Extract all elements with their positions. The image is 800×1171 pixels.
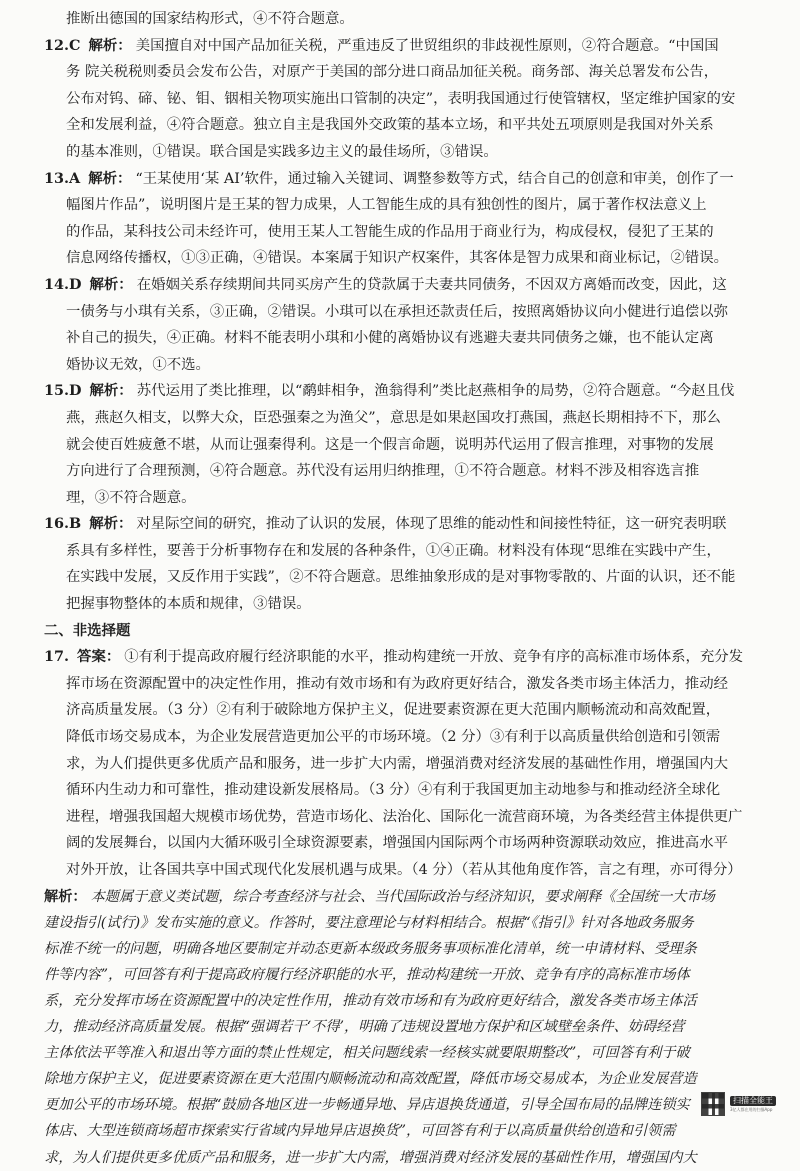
line-text: “王某使用‘某 AI’软件，通过输入关键词、调整参数等方式，结合自己的创意和审美，创作了一 — [135, 170, 734, 187]
text-line — [44, 405, 760, 432]
line-text: 本题属于意义类试题，综合考查经济与社会、当代国际政治与经济知识，要求阐释《全国统一大市场 — [90, 888, 715, 905]
line-text: 就会使百姓疲惫不堪，从而让强秦得利。这是一个假言命题，说明苏代运用了假言推理，对事物的发展 — [66, 436, 714, 453]
scanner-watermark — [701, 1092, 776, 1116]
answer-text-body — [44, 6, 760, 1171]
line-text: 对星际空间的研究，推动了认识的发展，体现了思维的能动性和间接性特征，这一研究表明联 — [136, 516, 727, 533]
line-text: 主体依法平等准入和退出等方面的禁止性规定，相关问题线索一经核实就要限期整改”，可回答有利于破 — [44, 1045, 690, 1062]
answer-label: 解析： — [88, 36, 132, 54]
line-text: 一债务与小琪有关系，③正确，②错误。小琪可以在承担还款责任后，按照离婚协议向小健进行追偿以弥 — [66, 303, 728, 320]
line-text: 标准不统一的问题，明确各地区要制定并动态更新本级政务服务事项标准化清单，统一申请材料、受理条 — [44, 940, 697, 957]
line-text: 除地方保护主义，促进要素资源在更大范围内顺畅流动和高效配置，降低市场交易成本，为企业发展营造 — [44, 1071, 697, 1088]
line-text: 降低市场交易成本，为企业发展营造更加公平的市场环境。（2 分）③有利于以高质量供给创造和引领需 — [66, 729, 721, 746]
answer-page — [44, 6, 760, 1171]
line-text: 的基本准则，①错误。联合国是实践多边主义的最佳场所，③错误。 — [66, 143, 498, 160]
text-line — [44, 485, 760, 512]
text-line — [44, 299, 760, 326]
explanation-line — [44, 1092, 760, 1118]
text-line — [44, 804, 760, 831]
explanation-line — [44, 1066, 760, 1092]
line-text: 求，为人们提供更多优质产品和服务，进一步扩大内需，增强消费对经济发展的基础性作用，增强国内大 — [66, 755, 728, 772]
explanation-line — [44, 962, 760, 988]
text-line — [44, 724, 760, 751]
explanation-label: 解析： — [44, 888, 87, 905]
text-line — [44, 458, 760, 485]
text-line — [44, 697, 760, 724]
line-text: 务 院关税税则委员会发布公告，对原产于美国的部分进口商品加征关税。商务部、海关总署发布公告， — [66, 64, 719, 81]
text-line — [44, 139, 760, 166]
line-text: 对外开放，让各国共享中国式现代化发展机遇与成果。（4 分）（若从其他角度作答，言之有理，亦可得分） — [66, 862, 742, 878]
answer-label: 解析： — [89, 275, 133, 293]
text-line — [44, 192, 760, 219]
explanation-line — [44, 1118, 760, 1144]
text-line — [44, 671, 760, 698]
answer-label: 答案： — [77, 648, 121, 666]
explanation-line — [44, 1040, 760, 1066]
line-text: 求，为人们提供更多优质产品和服务，进一步扩大内需，增强消费对经济发展的基础性作用，增强国内大 — [44, 1149, 697, 1166]
line-text: 方向进行了合理预测，④符合题意。苏代没有运用归纳推理，①不符合题意。材料不涉及相容选言推 — [66, 463, 700, 480]
line-text: 婚协议无效，①不选。 — [66, 356, 210, 373]
line-text: 进程，增强我国超大规模市场优势，营造市场化、法治化、国际化一流营商环境，为各类经营主体提供更广 — [66, 808, 743, 825]
line-text: 力，推动经济高质量发展。根据“强调若干‘不得’，明确了违规设置地方保护和区域壁垒条件、妨碍经营 — [44, 1019, 685, 1036]
line-text: 挥市场在资源配置中的决定性作用，推动有效市场和有为政府更好结合，激发各类市场主体活力，推动经 — [66, 675, 728, 692]
explanation-line — [44, 1014, 760, 1040]
explanation-line — [44, 988, 760, 1014]
question-line — [44, 644, 760, 671]
question-line — [44, 33, 760, 60]
line-text: 更加公平的市场环境。根据“鼓励各地区进一步畅通异地、异店退换货通道，引导全国布局的品牌连锁实 — [44, 1097, 690, 1114]
text-line — [44, 857, 760, 884]
question-line — [44, 511, 760, 538]
line-text: 循环内生动力和可靠性，推动建设新发展格局。（3 分）④有利于我国更加主动地参与和推动经济全球化 — [66, 782, 721, 799]
text-line — [44, 59, 760, 86]
line-text: 燕，燕赵久相支，以弊大众，臣恐强秦之为渔父”，意思是如果赵国攻打燕国，燕赵长期相持不下，那么 — [66, 409, 721, 426]
answer-label: 解析： — [88, 169, 132, 187]
question-number: 17. — [44, 648, 70, 666]
question-number: 16.B — [44, 515, 82, 533]
text-line — [44, 6, 760, 33]
line-text: 补自己的损失，④正确。材料不能表明小琪和小健的离婚协议有逃避夫妻共同债务之嫌，也不能认定离 — [66, 330, 714, 347]
line-text: 全和发展利益，④符合题意。独立自主是我国外交政策的基本立场，和平共处五项原则是我国对外关系 — [66, 117, 714, 134]
question-number: 13.A — [44, 169, 81, 187]
text-line — [44, 432, 760, 459]
line-text: 二、非选择题 — [44, 621, 131, 639]
text-line — [44, 751, 760, 778]
text-line — [44, 352, 760, 379]
line-text: 理，③不符合题意。 — [66, 489, 196, 506]
line-text: 体店、大型连锁商场超市探索实行省域内异地异店退换货”，可回答有利于以高质量供给创造和引领需 — [44, 1123, 676, 1140]
explanation-line — [44, 1145, 760, 1171]
question-line — [44, 378, 760, 405]
question-line — [44, 166, 760, 193]
line-text: 推断出德国的国家结构形式，④不符合题意。 — [66, 11, 354, 27]
line-text: 件等内容”，可回答有利于提高政府履行经济职能的水平，推动构建统一开放、竞争有序的高标准市场体 — [44, 966, 690, 983]
line-text: 系，充分发挥市场在资源配置中的决定性作用，推动有效市场和有为政府更好结合，激发各类市场主体活 — [44, 992, 697, 1009]
answer-label: 解析： — [89, 382, 133, 400]
line-text: 在实践中发展，又反作用于实践”，②不符合题意。思维抽象形成的是对事物零散的、片面的认识，还不能 — [66, 569, 736, 586]
text-line — [44, 591, 760, 618]
explanation-line — [44, 884, 760, 910]
watermark-brand: 扫描全能王 — [730, 1096, 776, 1106]
watermark-tagline: 3亿人都在用的扫描App — [730, 1107, 773, 1112]
line-text: 苏代运用了类比推理，以“鹬蚌相争，渔翁得利”类比赵燕相争的局势，②符合题意。“今赵且伐 — [136, 383, 735, 400]
text-line — [44, 538, 760, 565]
question-number: 12.C — [44, 36, 81, 54]
qr-code-icon — [701, 1092, 725, 1116]
text-line — [44, 219, 760, 246]
text-line — [44, 112, 760, 139]
line-text: 的作品，某科技公司未经许可，使用王某人工智能生成的作品用于商业行为，构成侵权，侵犯了王某的 — [66, 223, 714, 240]
line-text: 建设指引(试行)》发布实施的意义。作答时，要注意理论与材料相结合。根据“《指引》针对各地政务服务 — [44, 914, 694, 931]
text-line — [44, 325, 760, 352]
line-text: 把握事物整体的本质和规律，③错误。 — [66, 596, 311, 613]
explanation-line — [44, 936, 760, 962]
question-line — [44, 272, 760, 299]
line-text: 美国擅自对中国产品加征关税，严重违反了世贸组织的非歧视性原则，②符合题意。“中国国 — [135, 37, 719, 54]
line-text: 阔的发展舞台，以国内大循环吸引全球资源要素，增强国内国际两个市场两种资源联动效应，推进高水平 — [66, 835, 728, 852]
text-line — [44, 245, 760, 272]
text-line — [44, 564, 760, 591]
line-text: 幅图片作品”，说明图片是王某的智力成果，人工智能生成的具有独创性的图片，属于著作权法意义上 — [66, 197, 707, 214]
line-text: 信息网络传播权，①③正确，④错误。本案属于知识产权案件，其客体是智力成果和商业标记，②错误。 — [66, 250, 728, 267]
line-text: 济高质量发展。（3 分）②有利于破除地方保护主义，促进要素资源在更大范围内顺畅流动和高效配置， — [66, 702, 721, 719]
text-line — [44, 830, 760, 857]
question-number: 14.D — [44, 275, 82, 293]
line-text: 公布对钨、碲、铋、钼、铟相关物项实施出口管制的决定”，表明我国通过行使管辖权，坚定维护国家的安 — [66, 90, 736, 107]
line-text: 在婚姻关系存续期间共同买房产生的贷款属于夫妻共同债务，不因双方离婚而改变，因此，这 — [136, 276, 727, 293]
line-text: 系具有多样性，要善于分析事物存在和发展的各种条件，①④正确。材料没有体现“思维在实践中产生， — [66, 542, 721, 559]
explanation-line — [44, 910, 760, 936]
section-heading — [44, 618, 760, 645]
text-line — [44, 86, 760, 113]
text-line — [44, 777, 760, 804]
line-text: ①有利于提高政府履行经济职能的水平，推动构建统一开放、竞争有序的高标准市场体系，充分发 — [124, 649, 744, 666]
answer-label: 解析： — [89, 515, 133, 533]
question-number: 15.D — [44, 382, 82, 400]
